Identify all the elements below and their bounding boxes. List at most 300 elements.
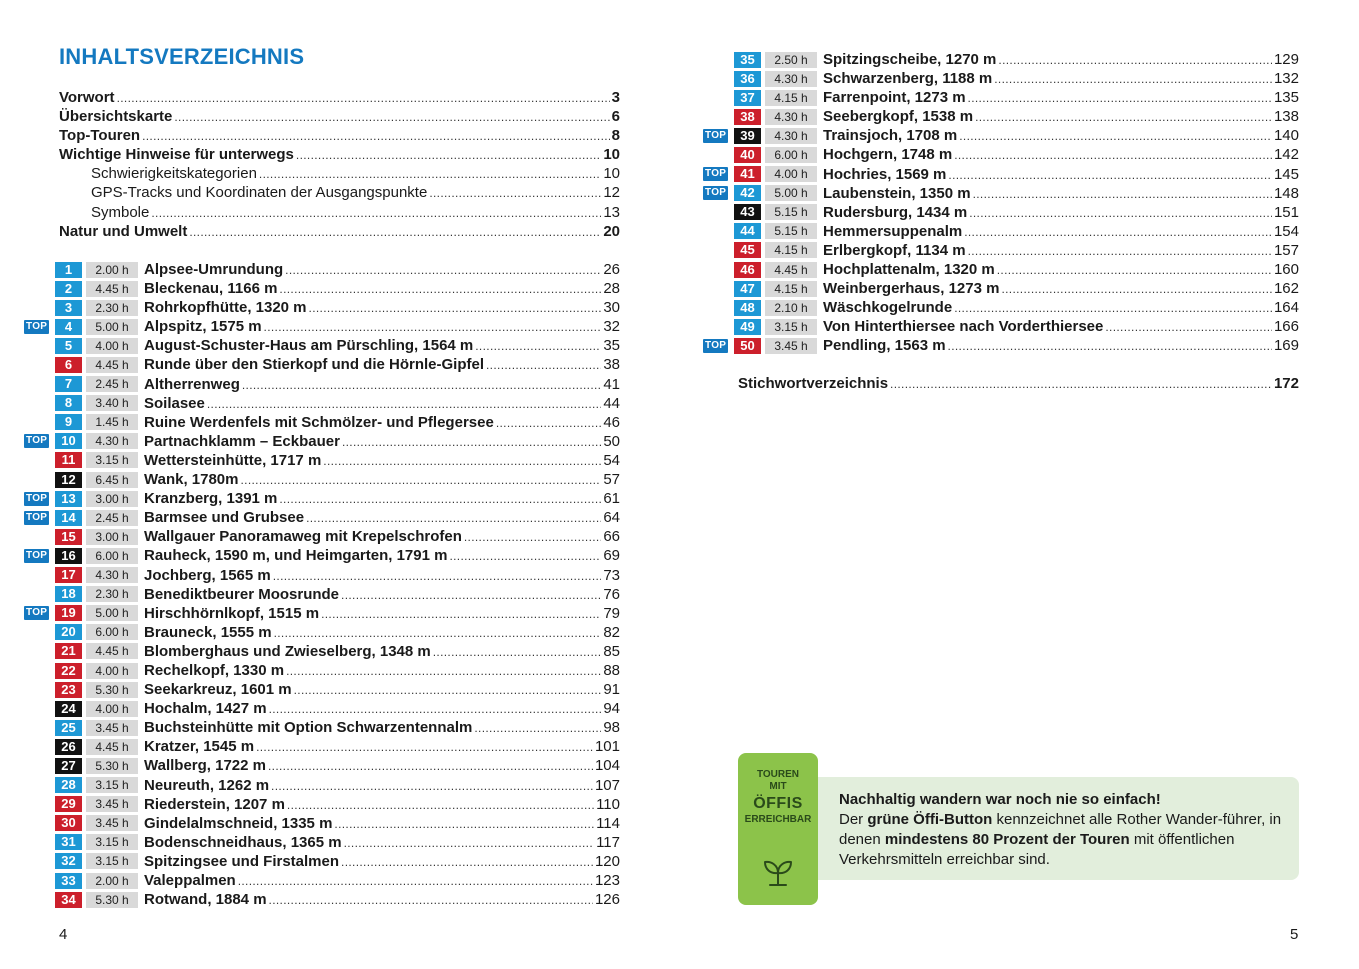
tour-page: 98	[603, 719, 620, 737]
tour-entry[interactable]	[24, 489, 620, 508]
tour-entry[interactable]	[703, 317, 1299, 336]
tour-name: Rotwand, 1884 m	[144, 891, 267, 909]
tour-entry[interactable]	[703, 107, 1299, 126]
tour-name: Neureuth, 1262 m	[144, 776, 270, 794]
tour-duration: 3.45 h	[86, 796, 138, 812]
entry-label: Übersichtskarte	[59, 108, 173, 126]
top-slot	[24, 320, 55, 334]
tour-list-left	[24, 260, 620, 909]
badge-line-3: ÖFFIS	[753, 795, 803, 812]
tour-name: Kranzberg, 1391 m	[144, 490, 278, 508]
promo-body-3: kennzeichnet alle Rother Wander-führer, in denen	[839, 811, 1282, 848]
tour-name: Wallberg, 1722 m	[144, 757, 266, 775]
entry-page: 20	[603, 222, 620, 240]
tour-number: 39	[734, 128, 761, 144]
tour-page: 142	[1273, 146, 1299, 164]
tour-page: 26	[603, 261, 620, 278]
tour-entry[interactable]	[24, 298, 620, 317]
tour-number: 36	[734, 71, 761, 87]
tour-number: 46	[734, 262, 761, 278]
leader-dots	[474, 718, 601, 737]
tour-entry[interactable]	[24, 317, 620, 336]
tour-name: Partnachklamm – Eckbauer	[144, 432, 340, 450]
tour-name: Hochries, 1569 m	[823, 165, 947, 183]
tour-name: Spitzingsee und Firstalmen	[144, 852, 340, 870]
leader-dots	[189, 222, 601, 241]
leader-dots	[994, 69, 1272, 88]
tour-name: Weinbergerhaus, 1273 m	[823, 280, 1000, 298]
leader-dots	[959, 126, 1272, 145]
badge-line-4: ERREICHBAR	[744, 814, 812, 825]
tour-duration: 6.00 h	[86, 548, 138, 564]
tour-page: 94	[603, 700, 620, 718]
entry-page: 3	[611, 89, 620, 106]
leader-dots	[321, 604, 601, 623]
tour-duration: 5.00 h	[765, 185, 817, 201]
leader-dots	[973, 184, 1272, 203]
tour-number: 47	[734, 281, 761, 297]
tour-page: 160	[1273, 261, 1299, 279]
intro-entry[interactable]	[59, 88, 620, 107]
tour-duration: 3.00 h	[86, 491, 138, 507]
leader-dots	[294, 680, 602, 699]
tour-duration: 3.15 h	[765, 319, 817, 335]
leader-dots	[964, 222, 1272, 241]
tour-name: Alpsee-Umrundung	[144, 261, 284, 278]
intro-entry[interactable]	[59, 203, 620, 222]
leader-dots	[174, 107, 609, 126]
tour-number: 3	[55, 300, 82, 316]
entry-page: 8	[611, 127, 620, 145]
tour-name: Brauneck, 1555 m	[144, 623, 272, 641]
tour-entry[interactable]	[24, 432, 620, 451]
tour-name: Soilasee	[144, 394, 205, 412]
promo-text	[839, 790, 1289, 870]
leader-dots	[1105, 317, 1272, 336]
entry-label: Vorwort	[59, 89, 115, 106]
tour-page: 73	[603, 566, 620, 584]
tour-duration: 3.40 h	[86, 395, 138, 411]
tour-name: Spitzingscheibe, 1270 m	[823, 51, 997, 68]
tour-duration: 1.45 h	[86, 414, 138, 430]
tour-number: 14	[55, 510, 82, 526]
top-slot	[703, 186, 734, 200]
tour-name: Wettersteinhütte, 1717 m	[144, 451, 322, 469]
top-badge: TOP	[705, 339, 727, 351]
tour-number: 11	[55, 452, 82, 468]
tour-number: 23	[55, 682, 82, 698]
badge-line-1: TOUREN	[756, 769, 800, 780]
tour-entry[interactable]	[703, 241, 1299, 260]
tour-page: 126	[594, 891, 620, 909]
tour-number: 43	[734, 204, 761, 220]
tour-duration: 4.30 h	[86, 567, 138, 583]
tour-page: 129	[1273, 51, 1299, 68]
leader-dots	[968, 241, 1272, 260]
tour-name: Blomberghaus und Zwieselberg, 1348 m	[144, 642, 431, 660]
tour-entry[interactable]	[24, 680, 620, 699]
promo-body	[839, 810, 1289, 870]
tour-page: 164	[1273, 299, 1299, 317]
tour-page: 32	[603, 318, 620, 336]
tour-page: 79	[603, 604, 620, 622]
leader-dots	[207, 394, 601, 413]
tour-duration: 5.00 h	[86, 319, 138, 335]
tour-number: 5	[55, 338, 82, 354]
entry-label: Wichtige Hinweise für unterwegs	[59, 146, 294, 164]
tour-page: 123	[594, 872, 620, 889]
tour-entry[interactable]	[703, 222, 1299, 241]
leader-dots	[954, 298, 1272, 317]
tour-duration: 3.45 h	[86, 720, 138, 736]
tour-entry[interactable]	[24, 585, 620, 604]
tour-entry[interactable]	[24, 451, 620, 470]
leader-dots	[342, 432, 601, 451]
leader-dots	[268, 756, 593, 775]
tour-name: Seekarkreuz, 1601 m	[144, 681, 292, 699]
tour-page: 28	[603, 280, 620, 298]
leader-dots	[274, 623, 602, 642]
leaf-sprout-icon	[758, 851, 798, 891]
tour-duration: 3.15 h	[86, 853, 138, 869]
tour-entry[interactable]	[24, 776, 620, 795]
tour-page: 41	[603, 375, 620, 393]
leader-dots	[117, 88, 610, 107]
tour-list-right	[703, 50, 1299, 356]
tour-page: 50	[603, 432, 620, 450]
tour-number: 27	[55, 758, 82, 774]
tour-entry[interactable]	[24, 871, 620, 890]
tour-entry[interactable]	[24, 375, 620, 394]
top-badge: TOP	[705, 187, 727, 199]
tour-name: Alpspitz, 1575 m	[144, 318, 262, 336]
leader-dots	[975, 107, 1272, 126]
tour-name: August-Schuster-Haus am Pürschling, 1564 m	[144, 337, 474, 355]
leader-dots	[464, 527, 601, 546]
tour-entry[interactable]	[24, 890, 620, 909]
leader-dots	[948, 336, 1272, 355]
tour-entry[interactable]	[24, 413, 620, 432]
tour-number: 9	[55, 414, 82, 430]
tour-page: 148	[1273, 184, 1299, 202]
leader-dots	[279, 279, 601, 298]
tour-page: 88	[603, 661, 620, 679]
leader-dots	[948, 165, 1272, 184]
tour-entry[interactable]	[703, 203, 1299, 222]
tour-entry[interactable]	[24, 604, 620, 623]
tour-entry[interactable]	[703, 184, 1299, 203]
top-slot	[703, 167, 734, 181]
tour-page: 104	[594, 757, 620, 775]
leader-dots	[306, 508, 601, 527]
top-slot	[703, 129, 734, 143]
promo-body-4: mindestens 80 Prozent der Touren	[884, 831, 1130, 848]
page-number-right: 5	[1290, 926, 1299, 943]
tour-entry[interactable]	[24, 795, 620, 814]
entry-page: 12	[603, 184, 620, 202]
tour-name: Runde über den Stierkopf und die Hörnle-Gipfel	[144, 356, 485, 374]
leader-dots	[269, 890, 593, 909]
tour-duration: 3.15 h	[86, 777, 138, 793]
intro-entry[interactable]	[59, 183, 620, 202]
leader-dots	[285, 260, 601, 279]
tour-entry[interactable]	[24, 260, 620, 279]
tour-duration: 4.00 h	[86, 663, 138, 679]
tour-number: 22	[55, 663, 82, 679]
tour-name: Riederstein, 1207 m	[144, 795, 285, 813]
tour-page: 76	[603, 585, 620, 603]
tour-number: 24	[55, 701, 82, 717]
tour-name: Valeppalmen	[144, 872, 236, 889]
tour-entry[interactable]	[24, 623, 620, 642]
tour-name: Wäschkogelrunde	[823, 299, 953, 317]
tour-number: 37	[734, 90, 761, 106]
promo-body-5: mit öffentlichen Verkehrsmitteln erreichbar sind.	[839, 831, 1235, 868]
tour-duration: 3.45 h	[86, 815, 138, 831]
tour-duration: 3.15 h	[86, 452, 138, 468]
top-badge: TOP	[26, 549, 48, 561]
leader-dots	[341, 585, 601, 604]
leader-dots	[242, 375, 601, 394]
tour-number: 4	[55, 319, 82, 335]
entry-label: Symbole	[91, 203, 150, 221]
tour-name: Altherrenweg	[144, 375, 240, 393]
tour-entry[interactable]	[24, 833, 620, 852]
entry-page: 10	[603, 146, 620, 164]
tour-duration: 4.15 h	[765, 281, 817, 297]
tour-duration: 4.45 h	[86, 643, 138, 659]
entry-page: 6	[611, 108, 620, 126]
top-slot	[24, 549, 55, 563]
leader-dots	[969, 203, 1272, 222]
tour-page: 44	[603, 394, 620, 412]
tour-duration: 4.00 h	[765, 166, 817, 182]
tour-duration: 5.00 h	[86, 605, 138, 621]
tour-name: Pendling, 1563 m	[823, 337, 946, 355]
tour-number: 2	[55, 281, 82, 297]
tour-page: 114	[596, 814, 620, 832]
top-slot	[24, 606, 55, 620]
tour-duration: 5.30 h	[86, 682, 138, 698]
tour-duration: 4.45 h	[86, 357, 138, 373]
tour-entry[interactable]	[703, 88, 1299, 107]
top-badge: TOP	[26, 511, 48, 523]
leader-dots	[890, 374, 1272, 393]
tour-duration: 4.45 h	[86, 739, 138, 755]
tour-number: 38	[734, 109, 761, 125]
entry-label: Schwierigkeitskategorien	[91, 165, 257, 183]
tour-number: 25	[55, 720, 82, 736]
tour-name: Hochplattenalm, 1320 m	[823, 261, 995, 279]
leader-dots	[334, 814, 594, 833]
tour-page: 138	[1273, 108, 1299, 126]
tour-duration: 2.30 h	[86, 300, 138, 316]
tour-entry[interactable]	[24, 737, 620, 756]
tour-entry[interactable]	[703, 69, 1299, 88]
tour-page: 85	[603, 642, 620, 660]
tour-number: 15	[55, 529, 82, 545]
intro-entry[interactable]	[59, 222, 620, 241]
tour-number: 28	[55, 777, 82, 793]
tour-entry[interactable]	[24, 527, 620, 546]
top-slot	[703, 339, 734, 353]
leader-dots	[151, 203, 601, 222]
leader-dots	[486, 355, 601, 374]
tour-duration: 6.00 h	[765, 147, 817, 163]
intro-entry[interactable]	[59, 145, 620, 164]
page-number-left: 4	[59, 926, 68, 943]
oeffi-badge	[738, 753, 818, 905]
index-page: 172	[1273, 375, 1299, 392]
leader-dots	[449, 546, 601, 565]
tour-page: 57	[603, 471, 620, 489]
leader-dots	[273, 566, 602, 585]
tour-page: 64	[603, 509, 620, 527]
tour-page: 91	[603, 681, 620, 699]
tour-entry[interactable]	[24, 661, 620, 680]
tour-page: 66	[603, 528, 620, 546]
tour-number: 17	[55, 567, 82, 583]
tour-entry[interactable]	[24, 355, 620, 374]
tour-number: 12	[55, 472, 82, 488]
intro-entry[interactable]	[59, 126, 620, 145]
tour-entry[interactable]	[703, 260, 1299, 279]
entry-label: GPS-Tracks und Koordinaten der Ausgangspunkte	[91, 184, 428, 202]
tour-entry[interactable]	[24, 394, 620, 413]
index-entry[interactable]	[738, 374, 1299, 393]
leader-dots	[259, 164, 601, 183]
tour-page: 162	[1273, 280, 1299, 298]
tour-entry[interactable]	[24, 814, 620, 833]
tour-duration: 2.00 h	[86, 873, 138, 889]
tour-entry[interactable]	[24, 470, 620, 489]
tour-duration: 4.00 h	[86, 338, 138, 354]
tour-page: 61	[603, 490, 620, 508]
tour-name: Kratzer, 1545 m	[144, 738, 255, 756]
tour-name: Benediktbeurer Moosrunde	[144, 585, 340, 603]
tour-page: 145	[1273, 165, 1299, 183]
tour-number: 8	[55, 395, 82, 411]
tour-entry[interactable]	[24, 566, 620, 585]
tour-name: Rauheck, 1590 m, und Heimgarten, 1791 m	[144, 547, 448, 565]
leader-dots	[323, 451, 601, 470]
tour-entry[interactable]	[703, 50, 1299, 69]
tour-entry[interactable]	[703, 279, 1299, 298]
tour-page: 110	[596, 795, 620, 813]
top-slot	[24, 511, 55, 525]
leader-dots	[433, 642, 602, 661]
tour-name: Bleckenau, 1166 m	[144, 280, 278, 298]
top-slot	[24, 434, 55, 448]
tour-number: 29	[55, 796, 82, 812]
leader-dots	[475, 336, 601, 355]
tour-number: 33	[55, 873, 82, 889]
leader-dots	[264, 317, 602, 336]
leader-dots	[269, 699, 602, 718]
tour-entry[interactable]	[24, 852, 620, 871]
tour-name: Hochgern, 1748 m	[823, 146, 953, 164]
index-label: Stichwortverzeichnis	[738, 375, 889, 392]
tour-name: Rudersburg, 1434 m	[823, 203, 968, 221]
tour-number: 42	[734, 185, 761, 201]
badge-line-2: MIT	[769, 781, 787, 792]
tour-duration: 3.15 h	[86, 834, 138, 850]
top-badge: TOP	[705, 129, 727, 141]
leader-dots	[997, 260, 1272, 279]
leader-dots	[344, 833, 595, 852]
tour-name: Ruine Werdenfels mit Schmölzer- und Pflegersee	[144, 413, 494, 431]
tour-number: 41	[734, 166, 761, 182]
tour-name: Trainsjoch, 1708 m	[823, 127, 958, 145]
tour-entry[interactable]	[24, 699, 620, 718]
tour-entry[interactable]	[24, 756, 620, 775]
tour-entry[interactable]	[24, 642, 620, 661]
tour-entry[interactable]	[703, 145, 1299, 164]
tour-entry[interactable]	[703, 126, 1299, 145]
tour-name: Bodenschneidhaus, 1365 m	[144, 833, 342, 851]
tour-entry[interactable]	[24, 718, 620, 737]
tour-duration: 4.30 h	[765, 128, 817, 144]
tour-name: Schwarzenberg, 1188 m	[823, 70, 993, 88]
tour-page: 69	[603, 547, 620, 565]
tour-entry[interactable]	[24, 546, 620, 565]
intro-entry[interactable]	[59, 107, 620, 126]
tour-number: 18	[55, 586, 82, 602]
leader-dots	[954, 145, 1272, 164]
tour-duration: 4.45 h	[765, 262, 817, 278]
tour-name: Rechelkopf, 1330 m	[144, 661, 285, 679]
leader-dots	[271, 776, 593, 795]
tour-page: 157	[1273, 241, 1299, 259]
tour-entry[interactable]	[703, 298, 1299, 317]
tour-entry[interactable]	[24, 508, 620, 527]
tour-page: 54	[603, 451, 620, 469]
tour-number: 44	[734, 223, 761, 239]
tour-entry[interactable]	[24, 336, 620, 355]
tour-entry[interactable]	[24, 279, 620, 298]
leader-dots	[1001, 279, 1272, 298]
tour-entry[interactable]	[703, 336, 1299, 355]
tour-duration: 5.15 h	[765, 204, 817, 220]
tour-entry[interactable]	[703, 165, 1299, 184]
top-badge: TOP	[26, 492, 48, 504]
promo-headline: Nachhaltig wandern war noch nie so einfach!	[839, 791, 1161, 808]
tour-name: Wank, 1780m	[144, 471, 239, 489]
entry-page: 13	[603, 203, 620, 221]
tour-duration: 3.45 h	[765, 338, 817, 354]
tour-duration: 4.00 h	[86, 701, 138, 717]
tour-page: 46	[603, 413, 620, 431]
promo-body-1: Der	[839, 811, 868, 828]
tour-name: Gindelalmschneid, 1335 m	[144, 814, 333, 832]
tour-number: 34	[55, 892, 82, 908]
tour-page: 140	[1273, 127, 1299, 145]
leader-dots	[238, 871, 593, 890]
tour-duration: 5.15 h	[765, 223, 817, 239]
intro-entry[interactable]	[59, 164, 620, 183]
tour-page: 107	[594, 776, 620, 794]
promo-body-2: grüne Öffi-Button	[867, 811, 993, 828]
tour-number: 31	[55, 834, 82, 850]
tour-number: 6	[55, 357, 82, 373]
tour-page: 30	[603, 299, 620, 317]
entry-label: Top-Touren	[59, 127, 141, 145]
tour-name: Hochalm, 1427 m	[144, 700, 267, 718]
tour-page: 154	[1273, 222, 1299, 240]
tour-page: 132	[1273, 70, 1299, 88]
tour-name: Hemmersuppenalm	[823, 222, 963, 240]
tour-number: 35	[734, 52, 761, 68]
